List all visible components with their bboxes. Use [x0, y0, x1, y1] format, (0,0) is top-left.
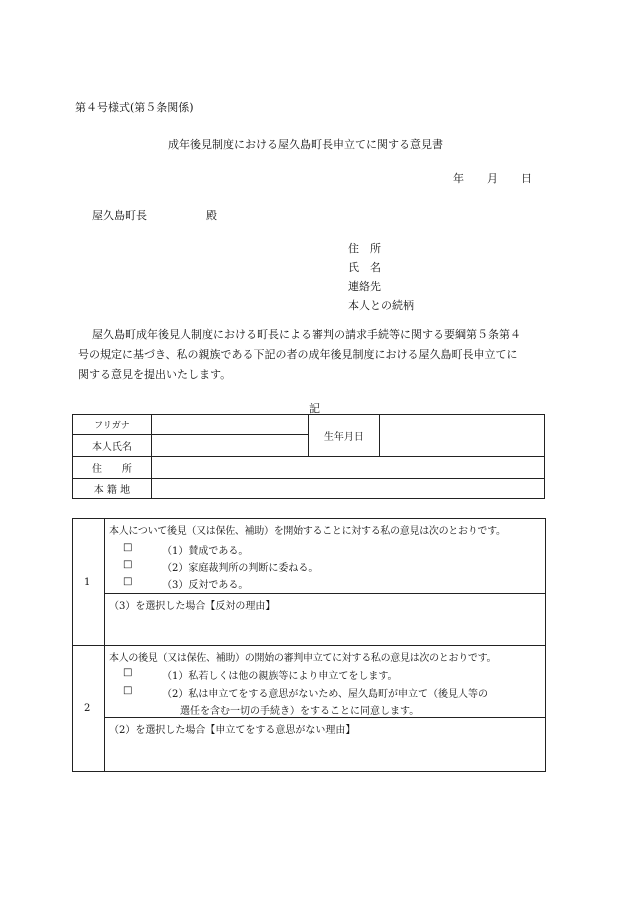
q1-option2-label: （2）家庭裁判所の判断に委ねる。 — [162, 563, 319, 574]
q1-number: 1 — [84, 577, 91, 588]
addressee-honorific: 殿 — [206, 209, 217, 222]
domicile-label: 本 籍 地 — [73, 479, 152, 499]
furigana-label: フリガナ — [73, 415, 152, 435]
birthdate-label: 生年月日 — [308, 415, 380, 457]
q1-option3-label: （3）反対である。 — [162, 580, 249, 591]
furigana-value[interactable] — [151, 415, 308, 435]
ki-label: 記 — [309, 402, 320, 415]
field-address-label: 住 所 — [348, 242, 381, 255]
q2-reason-divider — [104, 717, 545, 718]
field-contact-label: 連絡先 — [348, 280, 381, 293]
body-line-1: 屋久島町成年後見人制度における町長による審判の請求手続等に関する要綱第５条第４ — [92, 328, 521, 341]
q1-option3-checkbox[interactable]: □ — [123, 576, 133, 587]
q2-option2-checkbox[interactable]: □ — [123, 685, 133, 696]
q1-reason-label: （3）を選択した場合【反対の理由】 — [109, 601, 276, 612]
q2-option1-label: （1）私若しくは他の親族等により申立てをします。 — [162, 671, 398, 682]
q1-option1-checkbox[interactable]: □ — [123, 542, 133, 553]
q1-reason-input[interactable] — [106, 612, 542, 643]
q2-option2-label-line1: （2）私は申立てをする意思がないため、屋久島町が申立て（後見人等の — [162, 689, 488, 700]
q2-option2-label-line2: 選任を含む一切の手続き）をすることに同意します。 — [180, 706, 420, 717]
person-address-value[interactable] — [151, 457, 544, 479]
page-title: 成年後見制度における屋久島町長申立てに関する意見書 — [168, 138, 443, 151]
q2-reason-label: （2）を選択した場合【申立てをする意思がない理由】 — [109, 725, 356, 736]
date-day: 日 — [521, 172, 532, 185]
q2-heading: 本人の後見（又は保佐、補助）の開始の審判申立てに対する私の意見は次のとおりです。 — [109, 653, 497, 664]
body-line-2: 号の規定に基づき、私の親族である下記の者の成年後見制度における屋久島町長申立てに — [78, 348, 518, 361]
person-info-table — [72, 414, 545, 499]
person-name-value[interactable] — [151, 435, 308, 457]
q1-q2-divider — [72, 645, 545, 646]
field-relationship-label: 本人との続柄 — [348, 299, 414, 312]
addressee-name: 屋久島町長 — [92, 209, 147, 222]
birthdate-value[interactable] — [380, 415, 545, 457]
q1-option1-label: （1）賛成である。 — [162, 546, 249, 557]
q1-option2-checkbox[interactable]: □ — [123, 559, 133, 570]
date-year: 年 — [453, 172, 464, 185]
form-number: 第４号様式(第５条関係) — [75, 101, 194, 114]
q2-option1-checkbox[interactable]: □ — [123, 667, 133, 678]
field-name-label: 氏 名 — [348, 261, 381, 274]
person-name-label: 本人氏名 — [73, 435, 152, 457]
body-line-3: 関する意見を提出いたします。 — [78, 368, 232, 381]
date-month: 月 — [487, 172, 498, 185]
domicile-value[interactable] — [151, 479, 544, 499]
q1-heading: 本人について後見（又は保佐、補助）を開始することに対する私の意見は次のとおりです。 — [109, 526, 506, 537]
q2-reason-input[interactable] — [106, 736, 542, 769]
q1-reason-divider — [104, 593, 545, 594]
person-address-label: 住 所 — [73, 457, 152, 479]
q2-number: 2 — [84, 703, 91, 714]
